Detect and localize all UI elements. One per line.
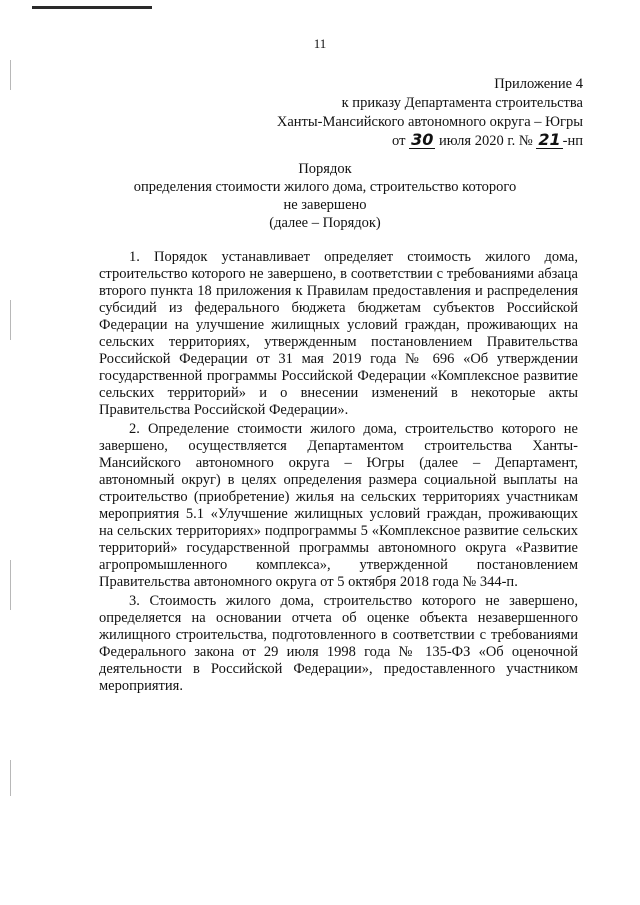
appendix-title: Приложение 4: [494, 76, 583, 92]
page-number: 11: [313, 36, 327, 51]
scan-artifact-margin-mark: [10, 300, 11, 340]
title-line-3: не завершено: [283, 197, 367, 213]
scan-artifact-line: [32, 6, 152, 9]
order-suffix: -нп: [562, 133, 583, 149]
title-line-4: (далее – Порядок): [269, 215, 381, 231]
title-line-1: Порядок: [298, 161, 352, 177]
handwritten-date-day: 30: [411, 130, 434, 149]
handwritten-order-number: 21: [538, 130, 561, 149]
scan-artifact-margin-mark: [10, 760, 11, 796]
paragraph-3: 3. Стоимость жилого дома, строительство которого не завершено, определяется на основании отчета об оценке объекта незавершенного жилищного строительства, подготовленного в соответствии с требованиями Федерального закона от 29 июля 1998 года № 135-ФЗ «Об оценочной деятельности в Российской Федерации», предоставленного участником мероприятия.: [99, 593, 578, 694]
date-prefix: от: [392, 133, 406, 149]
scan-artifact-margin-mark: [10, 560, 11, 610]
title-line-2: определения стоимости жилого дома, строительство которого: [133, 179, 517, 195]
document-body: [99, 249, 578, 697]
paragraph-2: 2. Определение стоимости жилого дома, строительство которого не завершено, осуществляется Департаментом строительства Ханты-Мансийского автономного округа – Югры (далее – Департамент, автономный округ) в целях определения размера социальной выплаты на строительство (приобретение) жилья на сельских территориях участникам мероприятия 5.1 «Улучшение жилищных условий граждан, проживающих на сельских территориях» подпрограммы 5 «Комплексное развитие сельских территорий» государственной программы автономного округа «Развитие агропромышленного комплекса», утвержденной постановлением Правительства автономного округа от 5 октября 2018 года № 344-п.: [99, 421, 578, 590]
document-title: [90, 160, 560, 232]
paragraph-1: 1. Порядок устанавливает определяет стоимость жилого дома, строительство которого не завершено, в соответствии с требованиями абзаца второго пункта 18 приложения к Правилам предоставления и распределения субсидий из федерального бюджета бюджетам субъектов Российской Федерации на улучшение жилищных условий граждан, проживающих на сельских территориях, утвержденным постановлением Правительства Российской Федерации от 31 мая 2019 года № 696 «Об утверждении государственной программы Российской Федерации «Комплексное развитие сельских территорий» и о внесении изменений в некоторые акты Правительства Российской Федерации».: [99, 249, 578, 418]
appendix-order-line: к приказу Департамента строительства: [341, 95, 583, 111]
appendix-date-line: [277, 132, 583, 151]
appendix-header: [277, 75, 583, 151]
scan-artifact-margin-mark: [10, 60, 11, 90]
appendix-department-line: Ханты-Мансийского автономного округа – Югры: [276, 114, 583, 130]
date-rest: июля 2020 г. №: [438, 133, 533, 149]
